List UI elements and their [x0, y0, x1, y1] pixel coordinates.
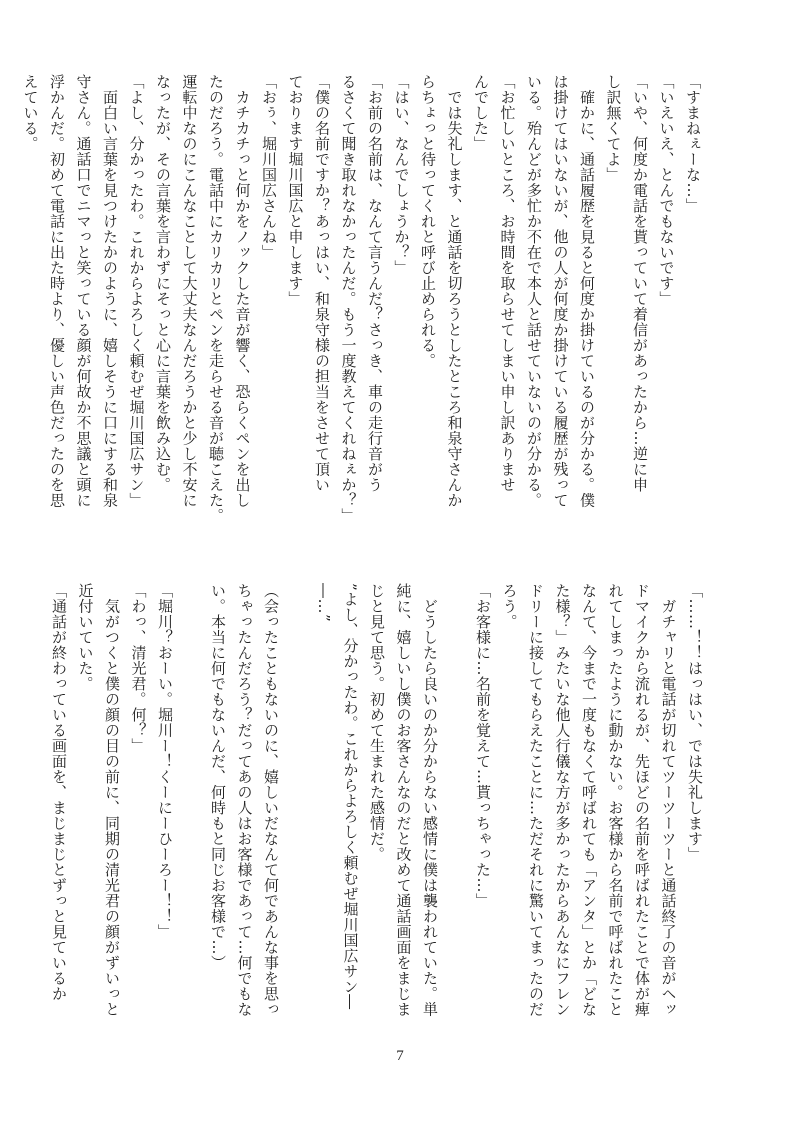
text-line: 近付いていた。 [76, 583, 95, 692]
text-line: どうしたら良いのか分からない感情に僕は襲われていた。単 [421, 583, 439, 1017]
text-line: 「いや、何度か電話を貰っていて着信があったから…逆に申 [631, 74, 649, 493]
text-line: 気がつくと僕の顔の目の前に、同期の清光君の顔がずいっと [103, 583, 121, 1017]
text-line: カチカチっと何かをノックした音が響く、恐らくペンを出し [233, 74, 252, 508]
text-line: し訳無くてよ」 [604, 74, 623, 183]
text-line: たのだろう。電話中にカリカリとペンを走らせる音が聴こえた。 [207, 74, 225, 524]
text-block-lower [50, 583, 708, 1053]
text-line: 「よし、分かったわ。これからよろしく頼むぜ堀川国広サン」 [127, 74, 146, 508]
text-line: 「……！！はっはい、では失礼します」 [686, 583, 704, 862]
text-line: ―…” [315, 583, 333, 623]
text-line: えている。 [21, 74, 40, 152]
text-line [284, 583, 311, 1053]
text-line: いる。殆んどが多忙か不在で本人と話せていないのが分かる。 [525, 74, 543, 508]
text-line: では失礼します、と通話を切ろうとしたところ和泉守さんか [445, 74, 464, 508]
text-line: ”よし、分かったわ。これからよろしく頼むぜ堀川国広サン― [341, 583, 360, 1010]
text-line: 「僕の名前ですか？あっはい、和泉守様の担当をさせて頂い [313, 74, 331, 493]
text-block-upper [21, 74, 706, 552]
text-line: 「お前の名前は、なんて言うんだ？さっき、車の走行音がう [366, 74, 384, 493]
text-line: 純に、嬉しいし僕のお客さんなのだと改めて通話画面をまじま [394, 583, 413, 1017]
text-line: るさくて聞き取れなかったんだ。もう一度教えてくれねぇか？」 [339, 74, 358, 524]
text-line: （会ったこともないのに、嬉しいだなんて何であんな事を思っ [262, 583, 280, 1017]
text-line: 「すまねぇーな…」 [684, 74, 702, 214]
text-line: 確かに、通話履歴を見ると何度か掛けているのが分かる。僕 [578, 74, 596, 508]
text-line: 「わっ、清光君。何？」 [129, 583, 148, 754]
text-line: 「はい、なんでしょうか？」 [392, 74, 411, 276]
text-line: は掛けてはいないが、他の人が何度か掛けている履歴が残って [551, 74, 570, 508]
page-number: 7 [396, 1048, 404, 1064]
text-line: らちょっと待ってくれと呼び止められる。 [419, 74, 437, 369]
text-line: 運転中なのにこんなことして大丈夫なんだろうかと少し不安に [180, 74, 199, 508]
text-line [178, 583, 205, 1053]
text-line: た様？」みたいな他人行儀な方が多かったからあんなにフレン [553, 583, 572, 1017]
text-line: ろう。 [500, 583, 519, 630]
text-line: 「おぅ、堀川国広さんね」 [260, 74, 278, 260]
text-line: 「堀川？おーい。堀川ー！くーにーひーろー！！」 [156, 583, 174, 940]
text-line: ております堀川国広と申します」 [286, 74, 305, 307]
text-line: んでした」 [472, 74, 490, 152]
text-line: 「通話が終わっている画面を、まじまじとずっと見ているか [50, 583, 68, 1002]
text-line: れてしまったように動かない。お客様から名前で呼ばれたこと [606, 583, 625, 1017]
text-line: ガチャリと電話が切れてツーツーツーと通話終了の音がヘッ [659, 583, 678, 1017]
text-line: 「お忙しいところ、お時間を取らせてしまい申し訳ありませ [498, 74, 517, 493]
text-line [443, 583, 470, 1053]
text-line: 守さん。通話口でニマっと笑っている顔が何故か不思議と頭に [74, 74, 93, 508]
text-line: 面白い言葉を見つけたかのように、嬉しそうに口にする和泉 [101, 74, 119, 508]
text-line: ドリーに接してもらえたことに…ただそれに驚いてまったのだ [527, 583, 545, 1017]
text-line: 「お客様に…名前を覚えて…貰っちゃった…」 [474, 583, 492, 909]
text-line: 浮かんだ。初めて電話に出た時より、優しい声色だったのを思 [48, 74, 66, 508]
text-line: ドマイクから流れるが、先ほどの名前を呼ばれたことで体が痺 [633, 583, 651, 1017]
text-line: なったが、その言葉を言わずにそっと心に言葉を飲み込む。 [154, 74, 172, 493]
text-line: い。本当に何でもないんだ、何時もと同じお客様で…） [209, 583, 227, 971]
text-line: ちゃったんだろう？だってあの人はお客様であって…何でもな [235, 583, 254, 1017]
text-line: 「いえいえ、とんでもないです」 [657, 74, 676, 307]
text-line: じと見て思う。初めて生まれた感情だ。 [368, 583, 386, 862]
text-line: なんて、今まで一度もなくて呼ばれても「アンタ」とか「どな [580, 583, 598, 1017]
